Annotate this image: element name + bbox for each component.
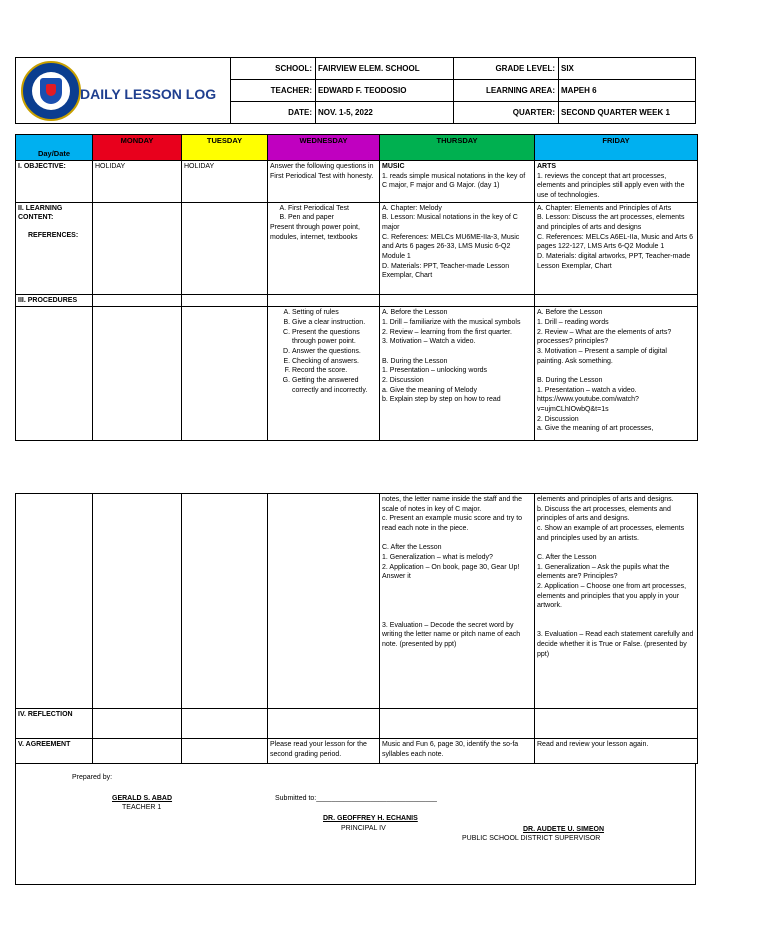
friday-subject: ARTS [537,163,557,170]
lesson-table-page-1 [15,134,697,441]
document-title: DAILY LESSON LOG [80,86,217,102]
content-monday [93,202,182,294]
quarter-value: SECOND QUARTER WEEK 1 [559,102,696,124]
friday-objective-text: 1. reviews the concept that art processes, elements and principles still apply even with the use of technologies. [537,172,685,199]
list-item: B. Pen and paper [288,213,377,223]
empty-cell [380,294,535,307]
date-value: NOV. 1-5, 2022 [316,102,454,124]
header-block [15,57,695,123]
objective-monday: HOLIDAY [93,161,182,203]
principal-title: PRINCIPAL IV [341,825,386,832]
wednesday-materials-note: Present through power point, modules, internet, textbooks [270,223,360,241]
empty-cell [182,739,268,764]
objective-thursday [380,161,535,203]
thursday-header: THURSDAY [380,135,535,161]
quarter-label: QUARTER: [454,102,559,124]
empty-cell [380,709,535,739]
principal-name: DR. GEOFFREY H. ECHANIS [323,815,418,822]
deped-seal-logo [21,61,81,121]
agreement-friday: Read and review your lesson again. [535,739,698,764]
supervisor-title: PUBLIC SCHOOL DISTRICT SUPERVISOR [462,835,601,842]
agreement-wednesday: Please read your lesson for the second grading period. [268,739,380,764]
signature-box [15,763,696,885]
list-item: F. Record the score. [292,366,377,376]
empty-cell [535,294,698,307]
agreement-thursday: Music and Fun 6, page 30, identify the so-fa syllables each note. [380,739,535,764]
empty-cell [182,494,268,709]
wednesday-procedures-list [270,308,377,395]
empty-cell [93,294,182,307]
area-label: LEARNING AREA: [454,80,559,102]
list-item: G. Getting the answered correctly and incorrectly. [292,376,377,395]
empty-cell [182,709,268,739]
content-thursday: A. Chapter: Melody B. Lesson: Musical notations in the key of C major C. References: MELCs MU6ME-IIa-3, Music and Arts 6 pages 26-33, LMS Music 6-Q2 Module 1 D. Materials: PPT, Teacher-made Lesson Exemplar, Chart [380,202,535,294]
empty-cell [16,307,93,441]
preparer-name: GERALD S. ABAD [112,795,173,802]
friday-header: FRIDAY [535,135,698,161]
teacher-label: TEACHER: [231,80,316,102]
tuesday-header: TUESDAY [182,135,268,161]
title-cell [16,58,231,124]
empty-cell [268,294,380,307]
empty-cell [535,709,698,739]
list-item: C. Present the questions through power point. [292,328,377,347]
procedures-label: III. PROCEDURES [16,294,93,307]
procedures-friday-part1: A. Before the Lesson 1. Drill – reading words 2. Review – What are the elements of arts? processes? principles? 3. Motivation – Present a sample of digital painting. Ask something. B. During the Lesson 1. Presentation – watch a video. https://www.youtube.com/watch?v=ujmCLhIOwbQ&t=1s 2. Discussion a. Give the meaning of art processes, [535,307,698,441]
content-tuesday [182,202,268,294]
empty-cell [93,709,182,739]
procedures-friday-part2: elements and principles of arts and designs. b. Discuss the art processes, elements and principles of arts and designs. c. Show an example of art processes, elements and principles used by an artists. C. After the Lesson 1. Generalization – Ask the pupils what the elements are? Principles? 2. Application – Choose one from art processes, elements and principles that you apply in your artwork. 3. Evaluation – Read each statement carefully and decide whether it is True or False. (presented by ppt) [535,494,698,709]
empty-cell [93,307,182,441]
wednesday-materials-list [270,204,377,223]
monday-header: MONDAY [93,135,182,161]
day-date-header: Day/Date [16,135,93,161]
objective-friday [535,161,698,203]
content-friday: A. Chapter: Elements and Principles of Arts B. Lesson: Discuss the art processes, elements and principles of arts and designs C. References: MELCs A6EL-IIa, Music and Arts 6 pages 122-127, LMS Arts 6-Q2 Module 1 D. Materials: digital artworks, PPT, Teacher-made Lesson Exemplar, Chart [535,202,698,294]
empty-cell [93,494,182,709]
thursday-subject: MUSIC [382,163,405,170]
lesson-table-page-2 [15,493,697,764]
area-value: MAPEH 6 [559,80,696,102]
list-item: A. Setting of rules [292,308,377,318]
preparer-title: TEACHER 1 [122,804,162,811]
empty-cell [268,709,380,739]
objective-label: I. OBJECTIVE: [16,161,93,203]
wednesday-header: WEDNESDAY [268,135,380,161]
reflection-label: IV. REFLECTION [16,709,93,739]
content-wednesday [268,202,380,294]
agreement-label: V. AGREEMENT [16,739,93,764]
submitted-to-label: Submitted to:_______________________________ [275,795,437,802]
date-label: DATE: [231,102,316,124]
empty-cell [16,494,93,709]
list-item: A. First Periodical Test [288,204,377,214]
empty-cell [182,307,268,441]
prepared-by-label: Prepared by: [72,774,113,781]
learning-content-label [16,202,93,294]
list-item: E. Checking of answers. [292,357,377,367]
procedures-thursday-part1: A. Before the Lesson 1. Drill – familiarize with the musical symbols 2. Review – learning from the first quarter. 3. Motivation – Watch a video. B. During the Lesson 1. Presentation – unlocking words 2. Discussion a. Give the meaning of Melody b. Explain step by step on how to read [380,307,535,441]
references-label: REFERENCES: [28,231,79,239]
supervisor-name: DR. AUDETE U. SIMEON [523,826,605,833]
school-label: SCHOOL: [231,58,316,80]
learning-content-text: II. LEARNING CONTENT: [18,204,63,222]
objective-tuesday: HOLIDAY [182,161,268,203]
grade-label: GRADE LEVEL: [454,58,559,80]
procedures-wednesday [268,307,380,441]
thursday-objective-text: 1. reads simple musical notations in the key of C major, F major and G Major. (day 1) [382,172,526,190]
school-value: FAIRVIEW ELEM. SCHOOL [316,58,454,80]
teacher-value: EDWARD F. TEODOSIO [316,80,454,102]
list-item: B. Give a clear instruction. [292,318,377,328]
empty-cell [268,494,380,709]
procedures-thursday-part2: notes, the letter name inside the staff and the scale of notes in key of C major. c. Present an example music score and try to read each note in the piece. C. After the Lesson 1. Generalization – what is melody? 2. Application – On book, page 30, Gear Up! Answer it 3. Evaluation – Decode the secret word by writing the letter name or pitch name of each note. (presented by ppt) [380,494,535,709]
objective-wednesday: Answer the following questions in First Periodical Test with honesty. [268,161,380,203]
list-item: D. Answer the questions. [292,347,377,357]
empty-cell [182,294,268,307]
grade-value: SIX [559,58,696,80]
empty-cell [93,739,182,764]
